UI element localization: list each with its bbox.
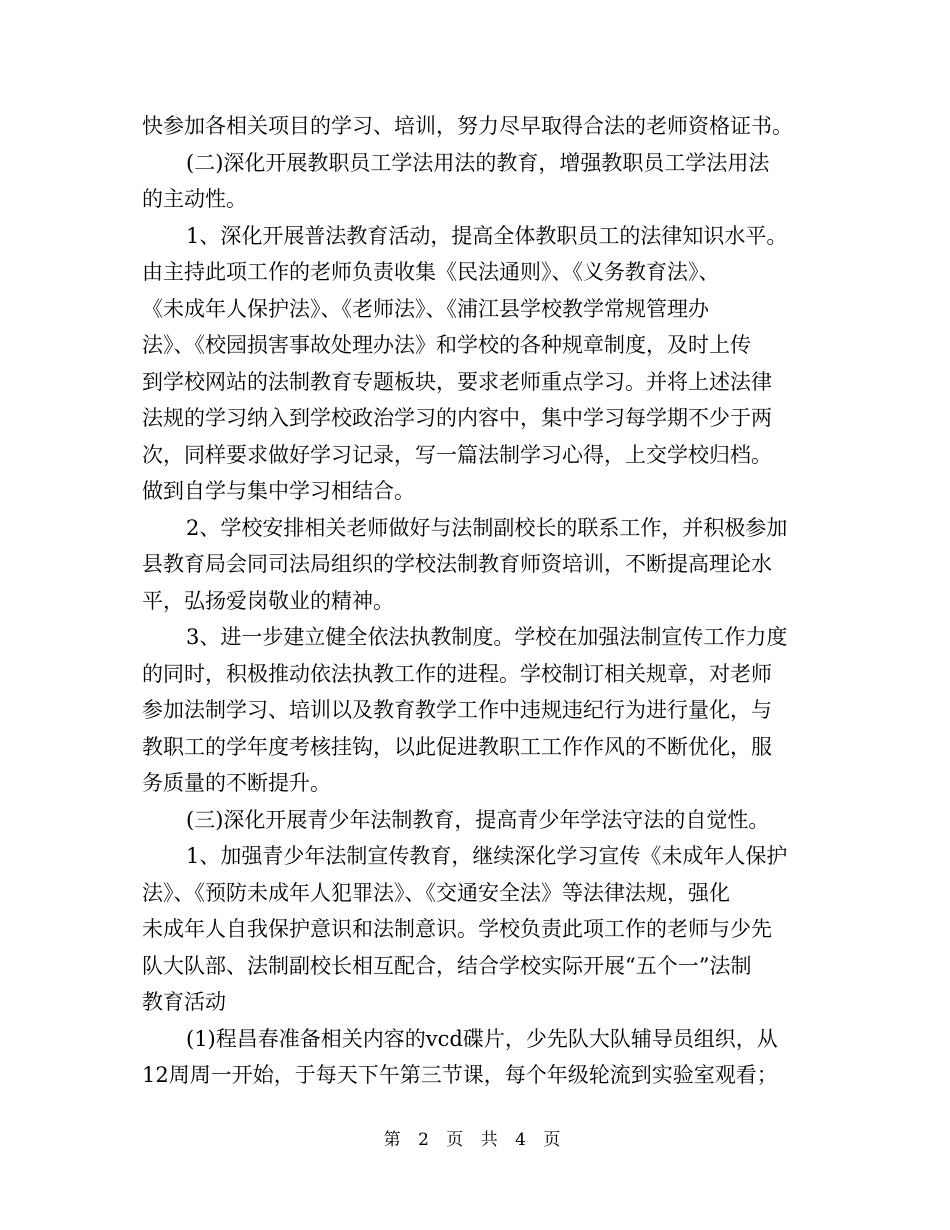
text-line: 平，弘扬爱岗敬业的精神。	[142, 588, 394, 613]
text-line: 2、学校安排相关老师做好与法制副校长的联系工作，并积极参加	[186, 515, 788, 540]
text-line: (三)深化开展青少年法制教育，提高青少年学法守法的自觉性。	[186, 807, 770, 832]
text-line: 快参加各相关项目的学习、培训，努力尽早取得合法的老师资格证书。	[142, 114, 793, 138]
text-line: 未成年人自我保护意识和法制意识。学校负责此项工作的老师与少先	[142, 917, 772, 941]
text-line: 的主动性。	[142, 187, 247, 211]
text-line: 次，同样要求做好学习记录，写一篇法制学习心得，上交学校归档。	[142, 442, 772, 467]
text-line: 的同时，积极推动依法执教工作的进程。学校制订相关规章，对老师	[142, 661, 772, 686]
text-line: 教育活动	[142, 990, 226, 1014]
text-line: 法》、《校园损害事故处理办法》和学校的各种规章制度，及时上传	[142, 333, 751, 357]
page-footer: 第 2 页 共 4 页	[383, 1130, 567, 1150]
text-line: 做到自学与集中学习相结合。	[142, 479, 415, 503]
text-line: 教职工的学年度考核挂钩，以此促进教职工工作作风的不断优化，服	[142, 734, 772, 759]
text-line: (1)程昌春准备相关内容的vcd碟片，少先队大队辅导员组织，从	[186, 1026, 778, 1051]
text-line: 由主持此项工作的老师负责收集《民法通则》、《义务教育法》、	[142, 260, 720, 284]
text-line: 3、进一步建立健全依法执教制度。学校在加强法制宣传工作力度	[186, 625, 788, 649]
text-line: 县教育局会同司法局组织的学校法制教育师资培训，不断提高理论水	[142, 552, 772, 576]
text-line: 法》、《预防未成年人犯罪法》、《交通安全法》等法律法规，强化	[142, 880, 730, 905]
text-line: 12周周一开始，于每天下午第三节课，每个年级轮流到实验室观看；	[142, 1063, 778, 1087]
text-line: 到学校网站的法制教育专题板块，要求老师重点学习。并将上述法律	[142, 369, 772, 394]
text-line: 务质量的不断提升。	[142, 771, 331, 795]
text-line: (二)深化开展教职员工学法用法的教育，增强教职员工学法用法	[186, 150, 770, 175]
text-line: 1、深化开展普法教育活动，提高全体教职员工的法律知识水平。	[186, 223, 788, 248]
text-line: 队大队部、法制副校长相互配合，结合学校实际开展“五个一”法制	[142, 953, 752, 978]
text-line: 法规的学习纳入到学校政治学习的内容中，集中学习每学期不少于两	[142, 406, 772, 430]
text-line: 参加法制学习、培训以及教育教学工作中违规违纪行为进行量化，与	[142, 698, 772, 722]
body-text	[142, 108, 812, 1094]
text-line: 《未成年人保护法》、《老师法》、《浦江县学校教学常规管理办	[142, 296, 709, 321]
text-line: 1、加强青少年法制宣传教育，继续深化学习宣传《未成年人保护	[186, 844, 788, 868]
